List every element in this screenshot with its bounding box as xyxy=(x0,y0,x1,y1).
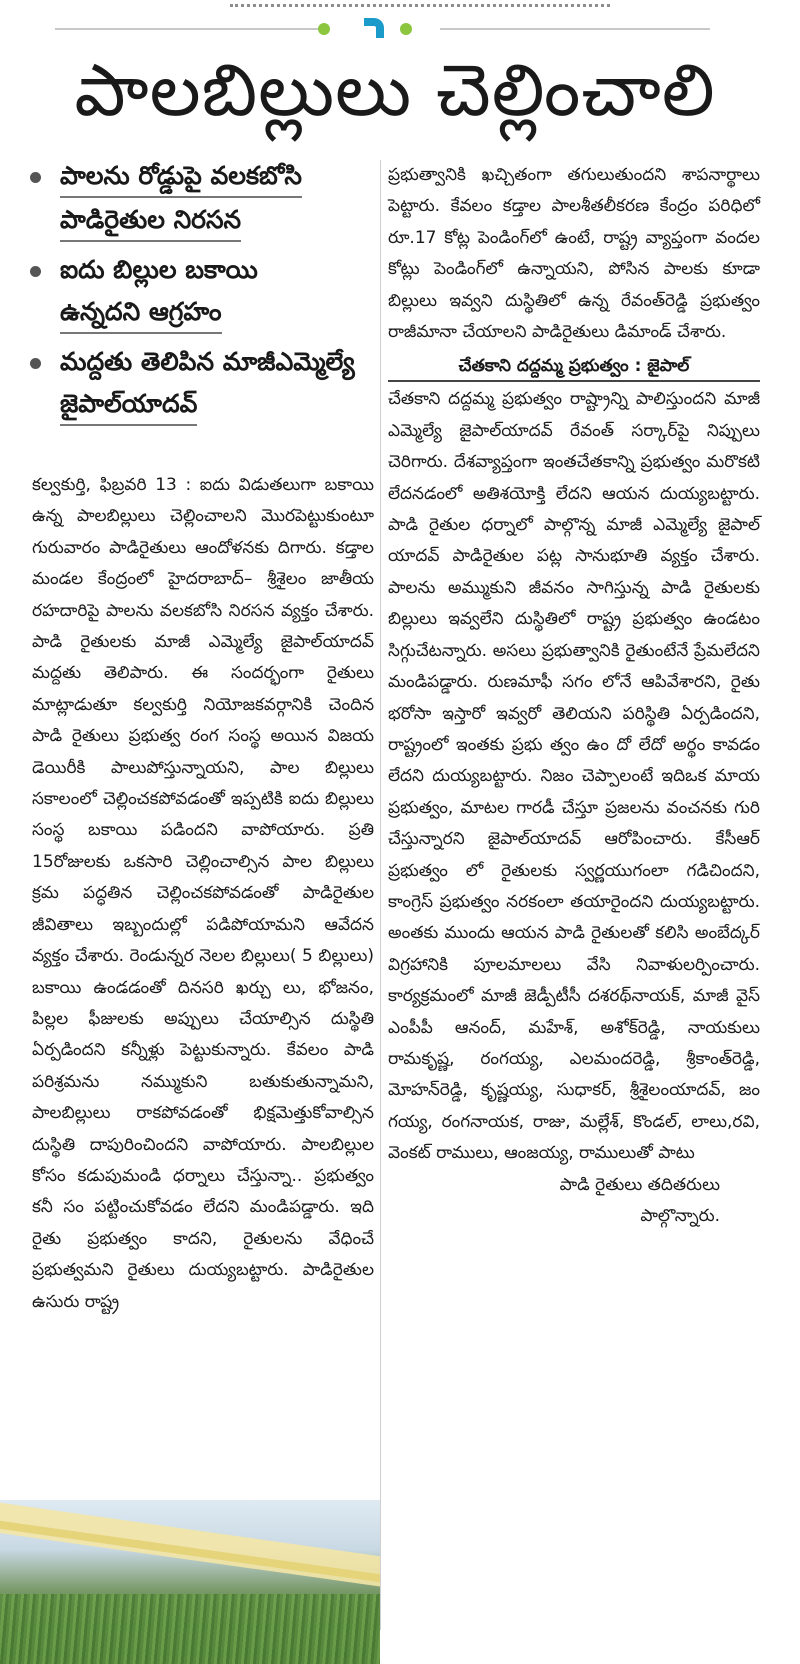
column-divider xyxy=(380,160,381,1630)
article-paragraph: ప్రభుత్వానికి ఖచ్చితంగా తగులుతుందని శాపనార్థాలు పెట్టారు. కేవలం కడ్తాల పాలశీతలీకరణ కేంద్రం పరిధిలో రూ.17 కోట్ల పెండింగ్‌లో ఉంటే, రాష్ట్ర వ్యాప్తంగా వందల కోట్లు పెండింగ్‌లో ఉన్నాయని, పోసిన పాలకు కూడా బిల్లులు ఇవ్వని దుస్థితిలో ఉన్న రేవంత్‌రెడ్డి ప్రభుత్వం రాజీమానా చేయాలని పాడిరైతులు డిమాండ్ చేశారు. xyxy=(388,165,760,343)
left-column xyxy=(32,470,374,1318)
subheading: చేతకాని దద్దమ్మ ప్రభుత్వం : జైపాల్ xyxy=(388,352,760,382)
bullet-line: ఐదు బిల్లుల బకాయి xyxy=(60,255,258,284)
newspaper-logo-icon xyxy=(360,16,386,40)
bullet-line: మద్దతు తెలిపిన మాజీఎమ్మెల్యే xyxy=(60,347,355,376)
bullet-point xyxy=(20,158,380,242)
bullet-point xyxy=(20,252,380,334)
bullet-dot-icon xyxy=(30,172,41,183)
header-dot-left xyxy=(318,23,330,35)
bullet-point xyxy=(20,344,380,426)
header-dot-right xyxy=(400,23,412,35)
headline: పాలబిల్లులు చెల్లించాలి xyxy=(74,48,716,132)
bullet-line: ఉన్నదని ఆగ్రహం xyxy=(60,294,222,334)
bullet-points xyxy=(20,158,380,436)
bullet-line: పాలను రోడ్డుపై వలకబోసి xyxy=(60,158,302,198)
right-column xyxy=(388,160,760,1232)
header-rule-right xyxy=(440,28,710,30)
closing-line: పాల్గొన్నారు. xyxy=(640,1206,720,1226)
top-cropped-strip xyxy=(0,0,800,10)
bullet-dot-icon xyxy=(30,358,41,369)
field-photo xyxy=(0,1500,380,1664)
bullet-dot-icon xyxy=(30,266,41,277)
bullet-line: పాడిరైతుల నిరసన xyxy=(60,202,241,242)
bullet-line: జైపాల్‌యాదవ్ xyxy=(60,386,197,426)
article-paragraph: చేతకాని దద్దమ్మ ప్రభుత్వం రాష్ట్రాన్ని పాలిస్తుందని మాజీ ఎమ్మెల్యే జైపాల్‌యాదవ్ రేవంత్ సర్కార్‌పై నిప్పులు చెరిగారు. దేశవ్యాప్తంగా ఇంతచేతకాన్ని ప్రభుత్వం మరొకటి లేదనడంలో అతిశయోక్తి లేదని ఆయన దుయ్యబట్టారు. పాడి రైతుల ధర్నాలో పాల్గొన్న మాజీ ఎమ్మెల్యే జైపాల్ యాదవ్ పాడిరైతుల పట్ల సానుభూతి వ్యక్తం చేశారు. పాలను అమ్ముకుని జీవనం సాగిస్తున్న పాడి రైతులకు బిల్లులు ఇవ్వలేని దుస్థితిలో రాష్ట్ర ప్రభుత్వం ఉండటం సిగ్గుచేటన్నారు. అసలు ప్రభుత్వానికి రైతుంటేనే ప్రేమలేదని మండిపడ్డారు. రుణమాఫీ సగం లోనే ఆపివేశారని, రైతు భరోసా ఇస్తారో ఇవ్వరో తెలియని పరిస్థితి ఏర్పడిందని, రాష్ట్రంలో ఇంతకు ప్రభు త్వం ఉం దో లేదో అర్థం కావడం లేదని దుయ్యబట్టారు. నిజం చెప్పాలంటే ఇదిఒక మాయ ప్రభుత్వం, మాటల గారడీ చేస్తూ ప్రజలను వంచనకు గురి చేస్తున్నారని జైపాల్‌యాదవ్ ఆరోపించారు. కేసీఆర్ ప్రభుత్వం లో రైతులకు స్వర్ణయుగంలా గడిచిందని, కాంగ్రెస్ ప్రభుత్వం నరకంలా తయారైందని దుయ్యబట్టారు. అంతకు ముందు ఆయన పాడి రైతులతో కలిసి అంబేద్కర్ విగ్రహానికి పూలమాలలు వేసి నివాళులర్పించారు. కార్యక్రమంలో మాజీ జెడ్పీటీసీ దశరథ్‌నాయక్, మాజీ వైస్ ఎంపీపీ ఆనంద్, మహేశ్, అశోక్‌రెడ్డి, నాయకులు రామకృష్ణ, రంగయ్య, ఎలమందరెడ్డి, శ్రీకాంత్‌రెడ్డి, మోహన్‌రెడ్డి, కృష్ణయ్య, సుధాకర్, శ్రీశైలంయాదవ్, జం గయ్య, రంగనాయక, రాజు, మల్లేశ్, కొండల్, లాలు,రవి, వెంకట్ రాములు, ఆంజయ్య, రాములుతో పాటు xyxy=(388,389,760,1164)
closing-line: పాడి రైతులు తదితరులు xyxy=(559,1174,720,1195)
article-paragraph: కల్వకుర్తి, ఫిబ్రవరి 13 : ఐదు విడుతలుగా బకాయి ఉన్న పాలబిల్లులు చెల్లించాలని మొరపెట్టుకుంటూ గురువారం పాడిరైతులు ఆందోళనకు దిగారు. కడ్తాల మండల కేంద్రంలో హైదరాబాద్– శ్రీశైలం జాతీయ రహదారిపై పాలను వలకబోసి నిరసన వ్యక్తం చేశారు. పాడి రైతులకు మాజీ ఎమ్మెల్యే జైపాల్‌యాదవ్ మద్దతు తెలిపారు. ఈ సందర్భంగా రైతులు మాట్లాడుతూ కల్వకుర్తి నియోజకవర్గానికి చెందిన పాడి రైతులు ప్రభుత్వ రంగ సంస్థ అయిన విజయ డెయిరీకి పాలుపోస్తున్నాయని, పాల బిల్లులు సకాలంలో చెల్లించకపోవడంతో ఇప్పటికి ఐదు బిల్లులు సంస్థ బకాయి పడిందని వాపోయారు. ప్రతి 15రోజులకు ఒకసారి చెల్లించాల్సిన పాల బిల్లులు క్రమ పద్ధతిన చెల్లించకపోవడంతో పాడిరైతుల జీవితాలు ఇబ్బందుల్లో పడిపోయామని ఆవేదన వ్యక్తం చేశారు. రెండున్నర నెలల బిల్లులు( 5 బిల్లులు) బకాయి ఉండడంతో దినసరి ఖర్చు లు, భోజనం, పిల్లల ఫీజులకు అప్పులు చేయాల్సిన దుస్థితి ఏర్పడిందని కన్నీళ్లు పెట్టుకున్నారు. కేవలం పాడి పరిశ్రమను నమ్ముకుని బతుకుతున్నామని, పాలబిల్లులు రాకపోవడంతో భిక్షమెత్తుకోవాల్సిన దుస్థితి దాపురించిందని వాపోయారు. పాలబిల్లుల కోసం కడుపుమండి ధర్నాలు చేస్తున్నా.. ప్రభుత్వం కనీ సం పట్టించుకోవడం లేదని మండిపడ్డారు. ఇది రైతు ప్రభుత్వం కాదని, రైతులను వేధించే ప్రభుత్వమని రైతులు దుయ్యబట్టారు. పాడిరైతుల ఉసురు రాష్ట్ర xyxy=(32,475,374,1312)
header-rule-left xyxy=(55,28,320,30)
